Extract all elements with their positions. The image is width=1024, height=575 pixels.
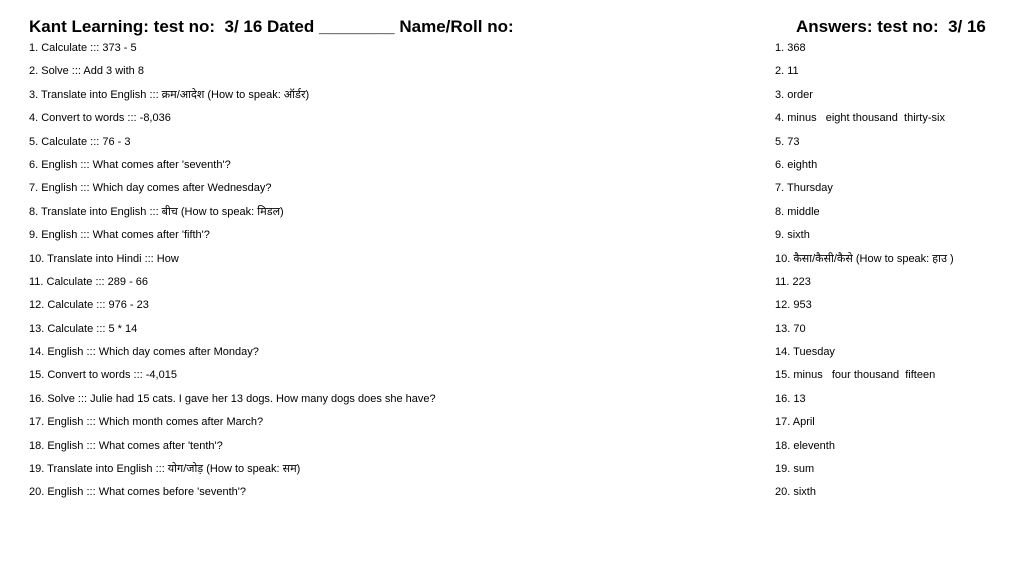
answer-item: 8. middle: [775, 205, 820, 218]
question-item: 3. Translate into English ::: क्रम/आदेश (How to speak: ऑर्डर): [29, 88, 310, 101]
answer-item: 16. 13: [775, 392, 806, 405]
questions-list: [29, 41, 729, 499]
question-item: 7. English ::: Which day comes after Wednesday?: [29, 182, 272, 195]
question-item: 2. Solve ::: Add 3 with 8: [29, 65, 144, 78]
question-item: 14. English ::: Which day comes after Monday?: [29, 346, 259, 359]
answer-item: 11. 223: [775, 275, 811, 288]
answer-item: 20. sixth: [775, 486, 816, 499]
question-item: 12. Calculate ::: 976 - 23: [29, 299, 149, 312]
answer-item: 19. sum: [775, 463, 815, 476]
answer-item: 9. sixth: [775, 229, 810, 242]
question-item: 10. Translate into Hindi ::: How: [29, 252, 179, 265]
questions-section: [29, 15, 729, 509]
question-item: 13. Calculate ::: 5 * 14: [29, 322, 138, 335]
question-item: 20. English ::: What comes before 'seventh'?: [29, 486, 246, 499]
answers-section: [775, 15, 987, 509]
answer-item: 1. 368: [775, 42, 806, 54]
question-item: 16. Solve ::: Julie had 15 cats. I gave her 13 dogs. How many dogs does she have?: [29, 392, 436, 405]
answer-item: 17. April: [775, 416, 815, 429]
question-item: 1. Calculate ::: 373 - 5: [29, 42, 137, 54]
question-item: 19. Translate into English ::: योग/जोड़ (How to speak: सम): [29, 463, 301, 476]
question-item: 11. Calculate ::: 289 - 66: [29, 275, 149, 288]
answer-item: 18. eleventh: [775, 439, 835, 452]
answer-item: 10. कैसा/कैसी/कैसे (How to speak: हाउ ): [775, 252, 954, 265]
answer-item: 15. minus four thousand fifteen: [775, 369, 936, 382]
question-item: 15. Convert to words ::: -4,015: [29, 369, 177, 382]
answer-item: 2. 11: [775, 65, 799, 78]
answer-item: 12. 953: [775, 299, 812, 312]
answer-item: 7. Thursday: [775, 182, 833, 195]
question-item: 9. English ::: What comes after 'fifth'?: [29, 229, 210, 242]
question-item: 6. English ::: What comes after 'seventh'?: [29, 158, 231, 171]
question-item: 5. Calculate ::: 76 - 3: [29, 135, 131, 148]
question-item: 17. English ::: Which month comes after March?: [29, 416, 264, 429]
answer-item: 13. 70: [775, 322, 806, 335]
question-item: 18. English ::: What comes after 'tenth'?: [29, 439, 223, 452]
answer-item: 4. minus eight thousand thirty-six: [775, 112, 945, 125]
answer-item: 6. eighth: [775, 158, 818, 171]
answer-item: 3. order: [775, 88, 813, 101]
question-item: 4. Convert to words ::: -8,036: [29, 112, 171, 125]
answers-list: [775, 41, 987, 499]
test-title: Kant Learning: test no: 3/ 16 Dated ________ Name/Roll no:: [29, 17, 514, 36]
answer-item: 5. 73: [775, 135, 800, 148]
question-item: 8. Translate into English ::: बीच (How to speak: मिडल): [29, 205, 284, 218]
answers-title: Answers: test no: 3/ 16: [796, 17, 986, 36]
answer-item: 14. Tuesday: [775, 346, 835, 359]
